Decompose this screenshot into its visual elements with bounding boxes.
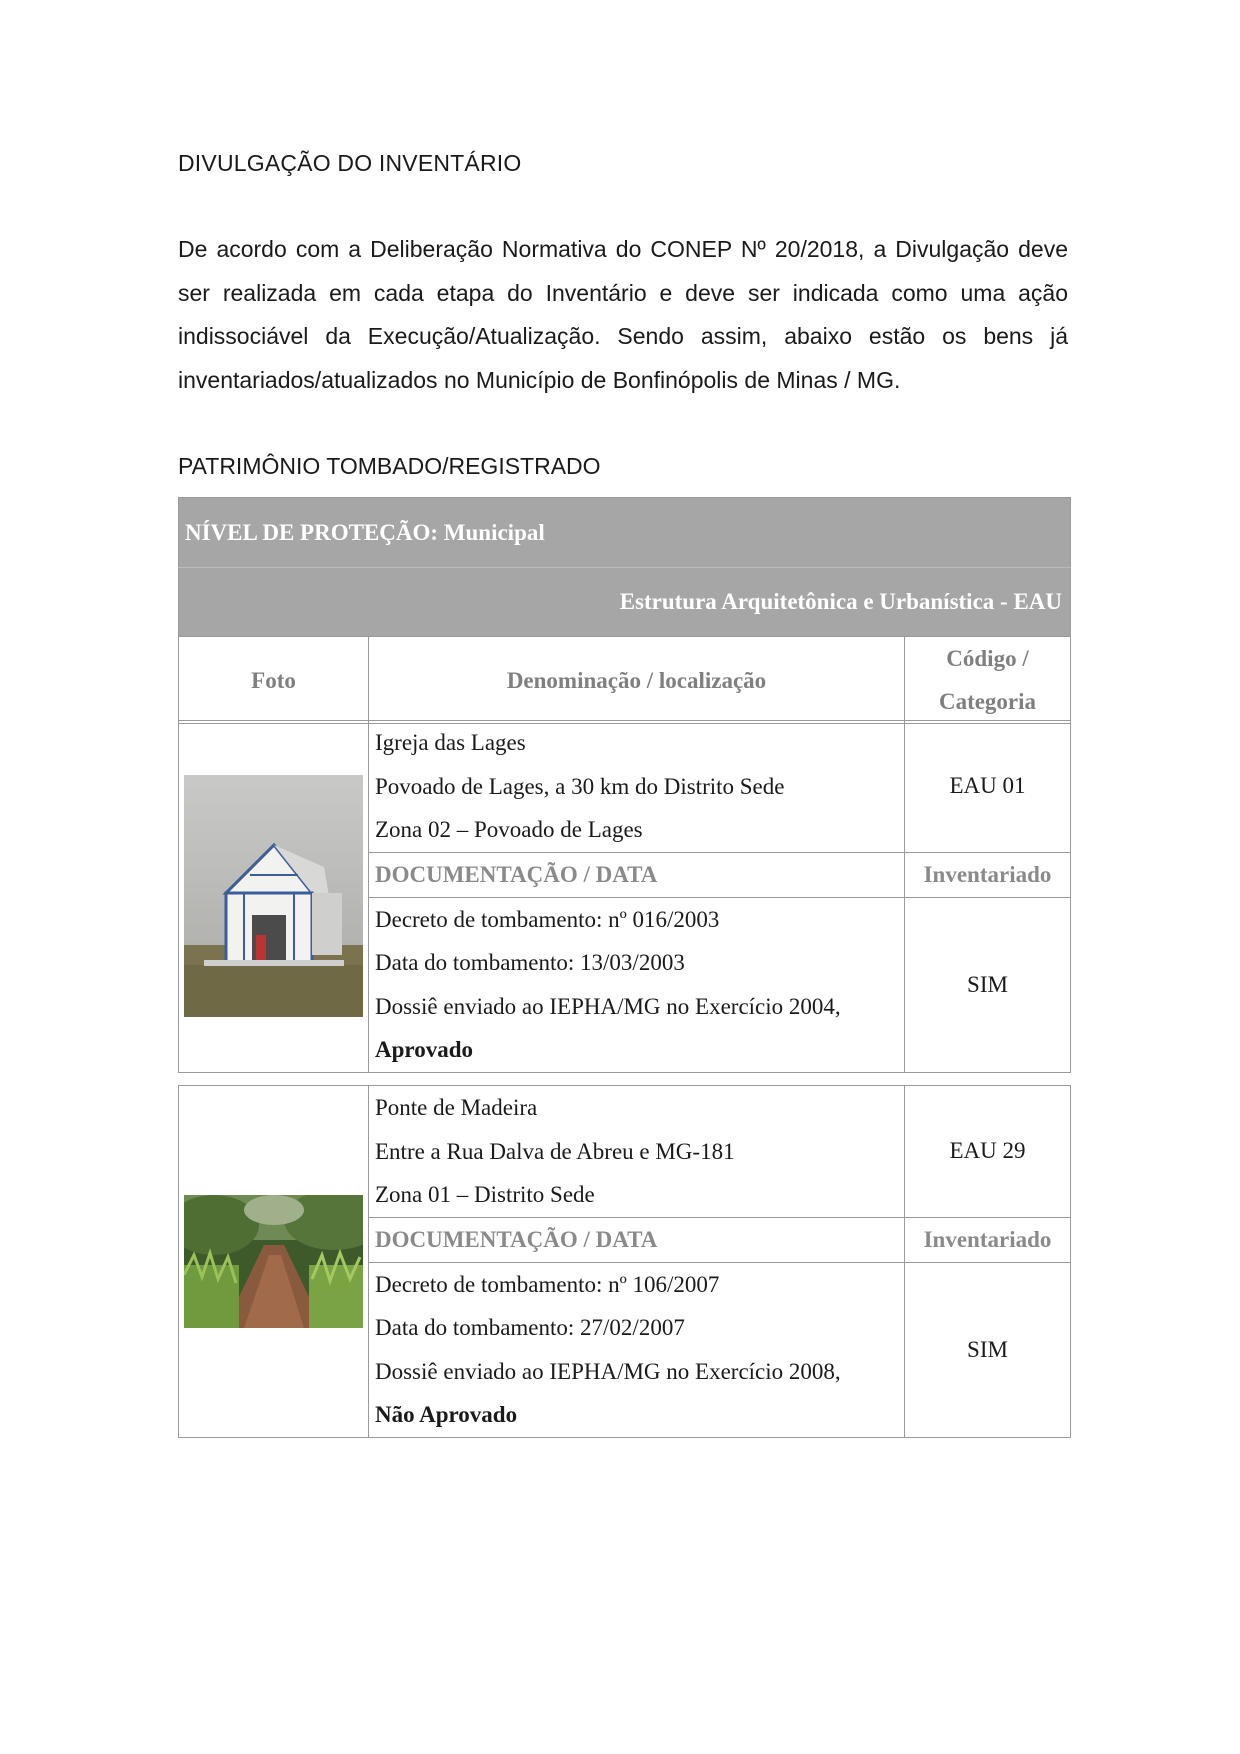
- section-title: PATRIMÔNIO TOMBADO/REGISTRADO: [178, 453, 601, 479]
- record-details: [369, 1086, 905, 1218]
- category-label: Estrutura Arquitetônica e Urbanística - EAU: [179, 568, 1071, 637]
- photo-cell: [179, 1086, 369, 1438]
- date-text: Data do tombamento: 13/03/2003: [375, 950, 685, 975]
- column-header-code-line2: Categoria: [938, 689, 1037, 714]
- documentation-label: DOCUMENTAÇÃO / DATA: [369, 1217, 905, 1262]
- record-code: EAU 29: [905, 1086, 1071, 1218]
- documentation-details: [369, 1262, 905, 1437]
- protection-level: NÍVEL DE PROTEÇÃO: Municipal: [179, 498, 1071, 568]
- decree-text: Decreto de tombamento: nº 106/2007: [375, 1271, 720, 1297]
- bridge-photo: [184, 1195, 363, 1328]
- record-details: [369, 721, 905, 853]
- dossier-text: Dossiê enviado ao IEPHA/MG no Exercício 2008,: [375, 1358, 841, 1384]
- record-name: Igreja das Lages: [375, 730, 526, 755]
- church-photo: [184, 775, 363, 1017]
- column-header-code-line1: Código /: [946, 646, 1029, 671]
- protection-table-header: [178, 497, 1071, 724]
- record-zone: Zona 01 – Distrito Sede: [375, 1182, 595, 1207]
- record-name: Ponte de Madeira: [375, 1095, 538, 1120]
- status-value: SIM: [905, 1262, 1071, 1437]
- intro-paragraph: [178, 228, 1068, 402]
- result-text: Não Aprovado: [375, 1402, 518, 1427]
- intro-line: bens já inventariados/atualizados no Município de Bonfinópolis de Minas / MG.: [178, 323, 1069, 393]
- photo-cell: [179, 721, 369, 1073]
- status-label: Inventariado: [905, 1217, 1071, 1262]
- intro-line: De acordo com a Deliberação Normativa do CONEP Nº 20/2018, a Divulgação: [178, 236, 1010, 262]
- record-zone: Zona 02 – Povoado de Lages: [375, 817, 643, 842]
- intro-line: ação indissociável da Execução/Atualização. Sendo assim, abaixo estão os: [178, 279, 1069, 349]
- dossier-text: Dossiê enviado ao IEPHA/MG no Exercício 2004,: [375, 993, 841, 1019]
- date-text: Data do tombamento: 27/02/2007: [375, 1315, 685, 1340]
- decree-text: Decreto de tombamento: nº 016/2003: [375, 906, 720, 932]
- result-text: Aprovado: [375, 1037, 473, 1062]
- status-value: SIM: [905, 897, 1071, 1072]
- heritage-record: [178, 1085, 1071, 1438]
- record-code: EAU 01: [905, 721, 1071, 853]
- documentation-label: DOCUMENTAÇÃO / DATA: [369, 852, 905, 897]
- page-title: DIVULGAÇÃO DO INVENTÁRIO: [178, 150, 522, 176]
- documentation-details: [369, 897, 905, 1072]
- status-label: Inventariado: [905, 852, 1071, 897]
- record-location: Povoado de Lages, a 30 km do Distrito Sede: [375, 773, 785, 799]
- column-header-name: Denominação / localização: [369, 637, 905, 724]
- column-header-code: [905, 637, 1071, 724]
- heritage-record: [178, 720, 1071, 1073]
- column-header-photo: Foto: [179, 637, 369, 724]
- intro-line: deve ser realizada em cada etapa do Inventário e deve ser indicada como uma: [178, 236, 1068, 306]
- record-location: Entre a Rua Dalva de Abreu e MG-181: [375, 1138, 735, 1164]
